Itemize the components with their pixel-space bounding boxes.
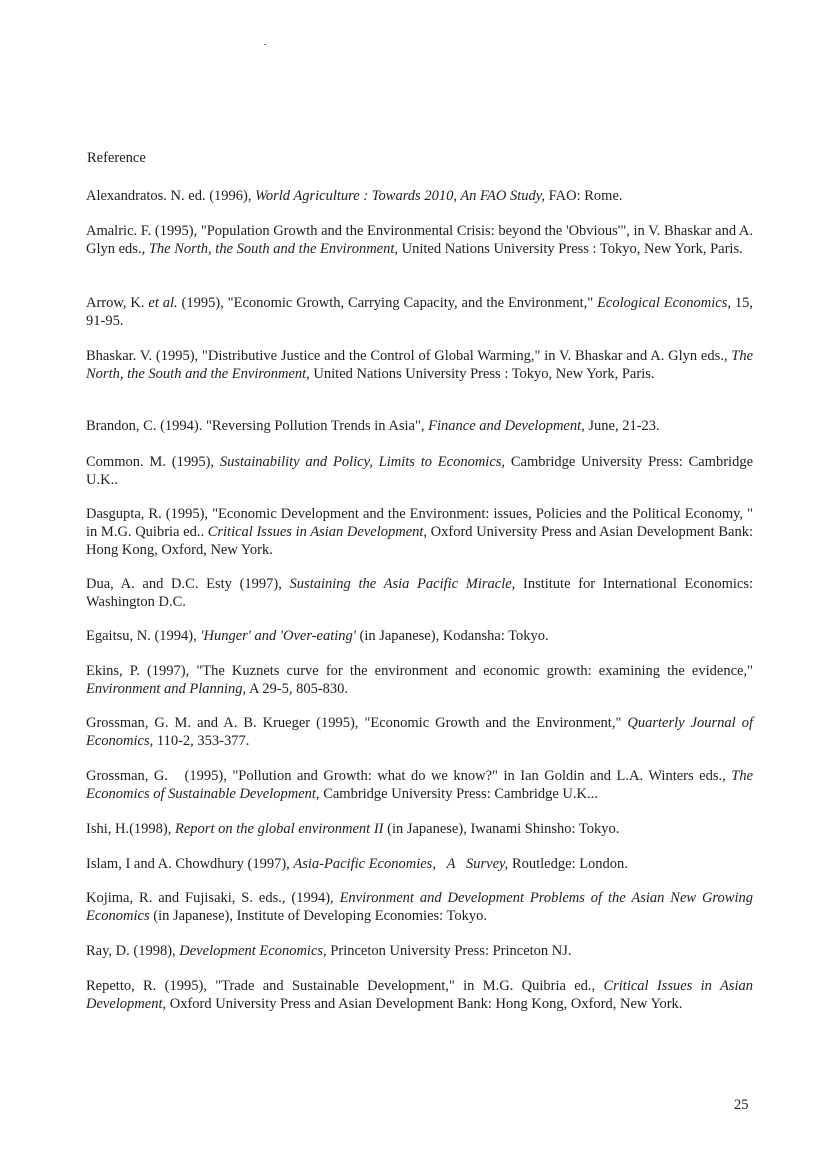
reference-text: (in Japanese), Iwanami Shinsho: Tokyo. xyxy=(383,821,620,837)
reference-text: Amalric. F. (1995), "Population Growth and the Environmental Crisis: beyond the 'Obvious'", in V. Bhaskar and A. Glyn eds., xyxy=(86,223,757,257)
reference-text: Dua, A. and D.C. Esty (1997), xyxy=(86,576,290,592)
reference-text: Bhaskar. V. (1995), "Distributive Justice and the Control of Global Warming," in V. Bhaskar and A. Glyn eds., xyxy=(86,348,732,364)
reference-entry xyxy=(86,294,757,330)
reference-text: United Nations University Press : Tokyo, New York, Paris. xyxy=(398,241,743,257)
reference-title: Development Economics, xyxy=(179,943,327,959)
reference-title: 'Hunger' and 'Over-eating' xyxy=(200,628,356,644)
reference-entry xyxy=(86,820,753,838)
reference-text: Repetto, R. (1995), "Trade and Sustainable Development," in M.G. Quibria ed., xyxy=(86,978,604,994)
reference-entry xyxy=(86,575,757,611)
reference-text: Arrow, K. xyxy=(86,295,149,311)
reference-title: Quarterly Journal of Economics, xyxy=(86,715,757,749)
reference-text: Common. M. (1995), xyxy=(86,454,220,470)
reference-title: Environment and Planning, xyxy=(86,681,247,697)
reference-text: United Nations University Press : Tokyo, New York, Paris. xyxy=(309,366,655,382)
reference-entry xyxy=(86,662,757,698)
reference-title: Critical Issues in Asian Development, xyxy=(86,978,757,1012)
reference-text: Dasgupta, R. (1995), "Economic Development and the Environment: issues, Policies and the Political Economy, " in M.G. Quibria ed.. xyxy=(86,506,757,540)
section-heading: Reference xyxy=(87,150,146,166)
reference-title: Critical Issues in Asian Development, xyxy=(207,524,428,540)
reference-text: 110-2, 353-377. xyxy=(153,733,250,749)
reference-entry xyxy=(86,347,757,383)
reference-text: Ray, D. (1998), xyxy=(86,943,180,959)
reference-text: (in Japanese), Institute of Developing Economies: Tokyo. xyxy=(149,908,488,924)
reference-text: Islam, I and A. Chowdhury (1997), xyxy=(86,856,294,872)
reference-text: A 29-5, 805-830. xyxy=(246,681,349,697)
reference-text: Ekins, P. (1997), "The Kuznets curve for the environment and economic growth: examining the evidence," xyxy=(86,663,757,679)
reference-title: Sustaining the Asia Pacific Miracle, xyxy=(289,576,516,592)
reference-title: Sustainability and Policy, Limits to Economics, xyxy=(219,454,506,470)
reference-title: Finance and Development, xyxy=(428,418,585,434)
reference-entry xyxy=(86,222,757,258)
reference-entry xyxy=(86,627,753,645)
reference-text: Brandon, C. (1994). "Reversing Pollution Trends in Asia", xyxy=(86,418,429,434)
reference-text: Oxford University Press and Asian Development Bank: Hong Kong, Oxford, New York. xyxy=(86,524,757,558)
reference-text: (1995), "Economic Growth, Carrying Capacity, and the Environment," xyxy=(177,295,598,311)
reference-text: 15, 91-95. xyxy=(86,295,757,329)
reference-entry xyxy=(86,187,753,205)
reference-title: Environment and Development Problems of the Asian New Growing Economics xyxy=(86,890,757,924)
reference-entry xyxy=(86,855,753,873)
reference-text: Oxford University Press and Asian Development Bank: Hong Kong, Oxford, New York. xyxy=(166,996,683,1012)
reference-title: Report on the global environment II xyxy=(175,821,384,837)
reference-entry xyxy=(86,714,757,750)
reference-entry xyxy=(86,505,757,559)
reference-title: Ecological Economics, xyxy=(597,295,732,311)
reference-text: Institute for International Economics: Washington D.C. xyxy=(86,576,757,610)
reference-text: (in Japanese), Kodansha: Tokyo. xyxy=(355,628,549,644)
reference-entry xyxy=(86,977,757,1013)
reference-title: et al. xyxy=(148,295,178,311)
reference-title: World Agriculture : Towards 2010, An FAO Study, xyxy=(255,188,546,204)
reference-title: Asia-Pacific Economies, A Survey, xyxy=(293,856,509,872)
reference-title: The Economics of Sustainable Development, xyxy=(86,768,757,802)
reference-text: Cambridge University Press: Cambridge U.K.. xyxy=(86,454,757,488)
reference-entry xyxy=(86,889,757,925)
reference-text: Cambridge University Press: Cambridge U.K... xyxy=(319,786,598,802)
scan-speck xyxy=(264,44,266,45)
reference-entry xyxy=(86,767,757,803)
reference-text: Alexandratos. N. ed. (1996), xyxy=(86,188,256,204)
page-number: 25 xyxy=(734,1097,749,1113)
reference-text: Kojima, R. and Fujisaki, S. eds., (1994), xyxy=(86,890,340,906)
reference-text: June, 21-23. xyxy=(584,418,660,434)
reference-entry xyxy=(86,453,757,489)
reference-text: Routledge: London. xyxy=(508,856,628,872)
reference-text: Grossman, G. M. and A. B. Krueger (1995), "Economic Growth and the Environment," xyxy=(86,715,628,731)
reference-text: Princeton University Press: Princeton NJ. xyxy=(326,943,572,959)
reference-text: Grossman, G. (1995), "Pollution and Growth: what do we know?" in Ian Goldin and L.A. Winters eds., xyxy=(86,768,732,784)
reference-text: Ishi, H.(1998), xyxy=(86,821,176,837)
reference-title: The North, the South and the Environment, xyxy=(148,241,399,257)
reference-text: FAO: Rome. xyxy=(545,188,623,204)
reference-entry xyxy=(86,942,753,960)
reference-entry xyxy=(86,417,753,435)
reference-title: The North, the South and the Environment, xyxy=(86,348,757,382)
reference-text: Egaitsu, N. (1994), xyxy=(86,628,201,644)
